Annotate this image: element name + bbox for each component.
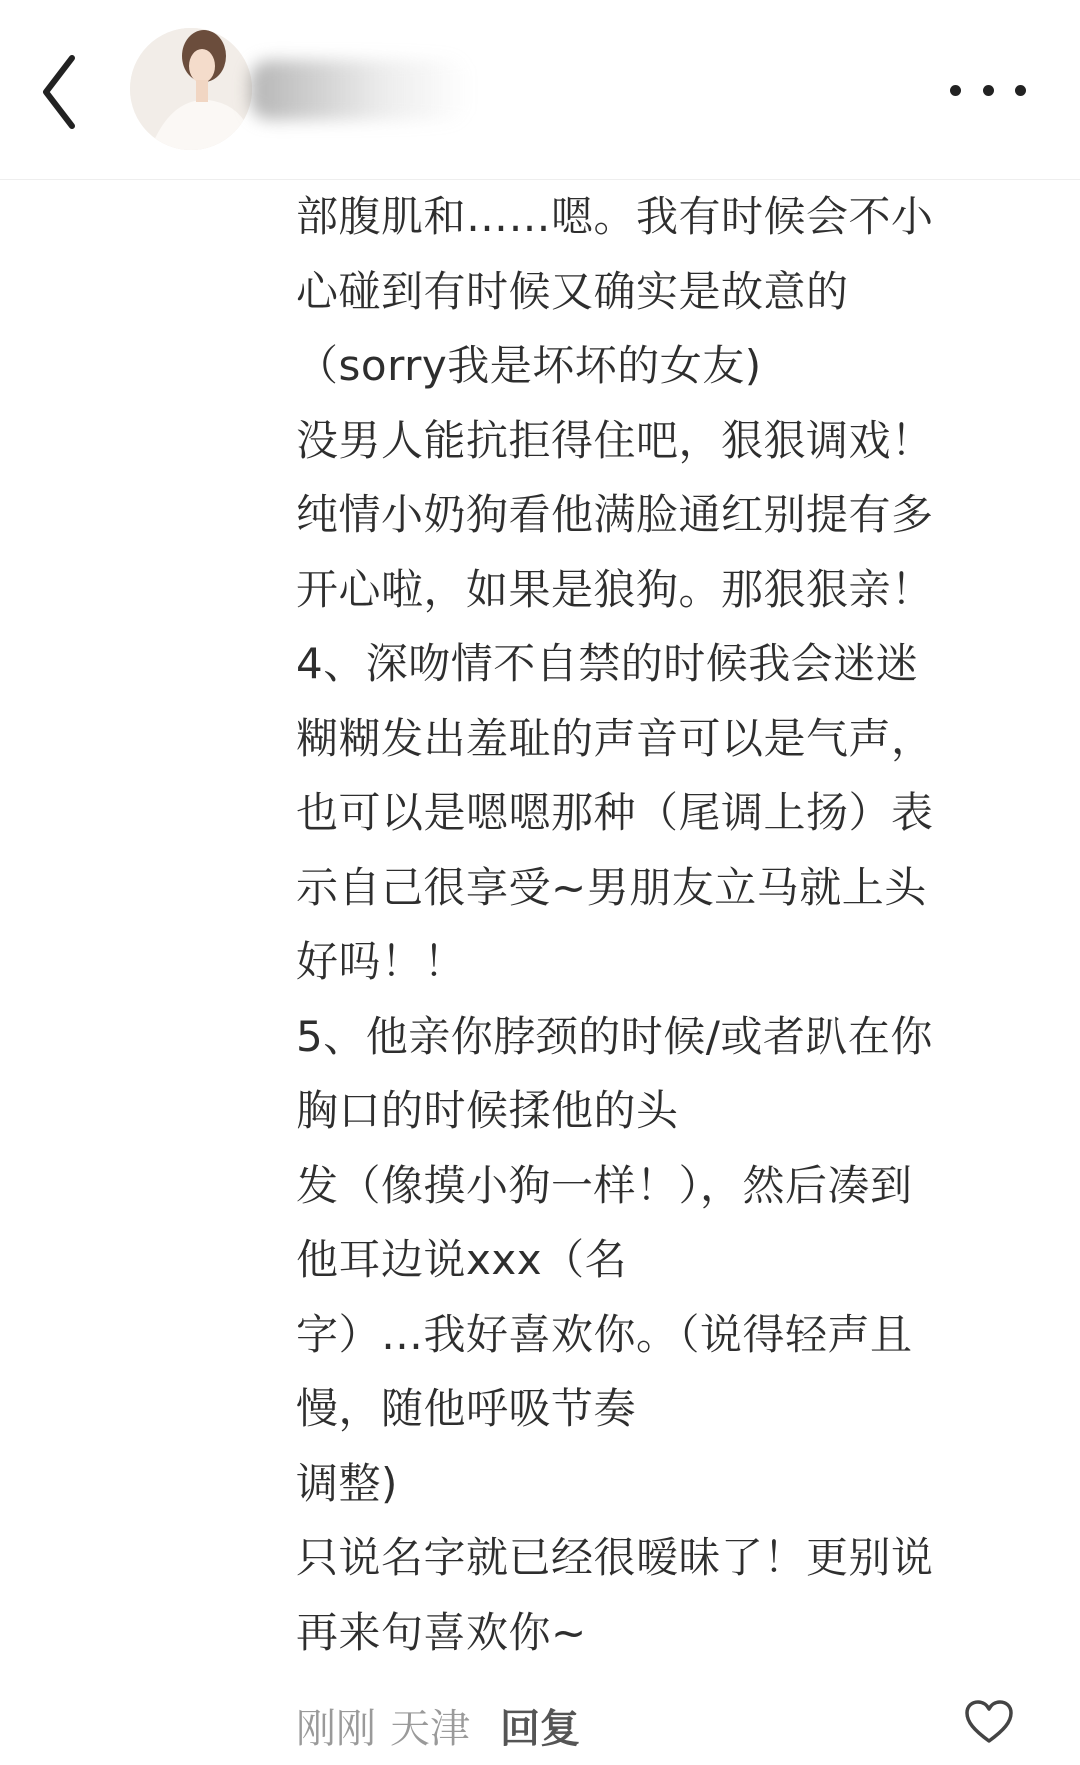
comment-line: 部腹肌和……嗯。我有时候会不小	[296, 192, 934, 241]
avatar-image	[130, 28, 252, 150]
comment-line: 开心啦，如果是狼狗。那狠狠亲！	[296, 564, 934, 614]
comment-line: （sorry我是坏坏的女友)	[296, 341, 762, 390]
comment-text	[296, 180, 1036, 1670]
more-dot	[983, 85, 994, 96]
like-button[interactable]	[964, 1699, 1014, 1745]
comment-line: 只说名字就已经很暧昧了！更别说	[296, 1533, 934, 1582]
comment-footer	[296, 1695, 1036, 1755]
comment-line: 好吗！！	[296, 937, 467, 986]
top-bar	[0, 0, 1080, 180]
comment-line: 再来句喜欢你~	[296, 1607, 587, 1657]
chevron-left-icon	[38, 52, 88, 132]
heart-outline-icon	[964, 1699, 1014, 1745]
username-blurred[interactable]	[250, 60, 470, 120]
comment-line: 字）…我好喜欢你。（说得轻声且	[296, 1309, 913, 1359]
more-dot	[950, 85, 961, 96]
comment-line: 调整)	[296, 1458, 398, 1508]
comment-line: 没男人能抗拒得住吧，狠狠调戏！	[296, 415, 934, 465]
avatar[interactable]	[130, 28, 252, 150]
comment-line: 他耳边说xxx（名	[296, 1235, 628, 1284]
comment-line: 发（像摸小狗一样！），然后凑到	[296, 1160, 913, 1210]
comment-time: 刚刚	[296, 1705, 376, 1752]
comment-line: 慢，随他呼吸节奏	[296, 1384, 637, 1433]
comment-line: 4、深吻情不自禁的时候我会迷迷	[296, 639, 919, 688]
comment-line: 胸口的时候揉他的头	[296, 1086, 679, 1135]
comment-line: 5、他亲你脖颈的时候/或者趴在你	[296, 1011, 933, 1061]
comment-line: 也可以是嗯嗯那种（尾调上扬）表	[296, 788, 934, 837]
comment-line: 纯情小奶狗看他满脸通红别提有多	[296, 490, 934, 539]
back-button[interactable]	[38, 52, 88, 132]
comment-location: 天津	[390, 1705, 470, 1752]
comment-line: 糊糊发出羞耻的声音可以是气声，	[296, 713, 934, 763]
reply-button[interactable]: 回复	[500, 1705, 580, 1752]
more-dot	[1015, 85, 1026, 96]
more-options-button[interactable]	[950, 70, 1026, 110]
comment-line: 示自己很享受~男朋友立马就上头	[296, 862, 927, 912]
comment-line: 心碰到有时候又确实是故意的	[296, 266, 849, 316]
